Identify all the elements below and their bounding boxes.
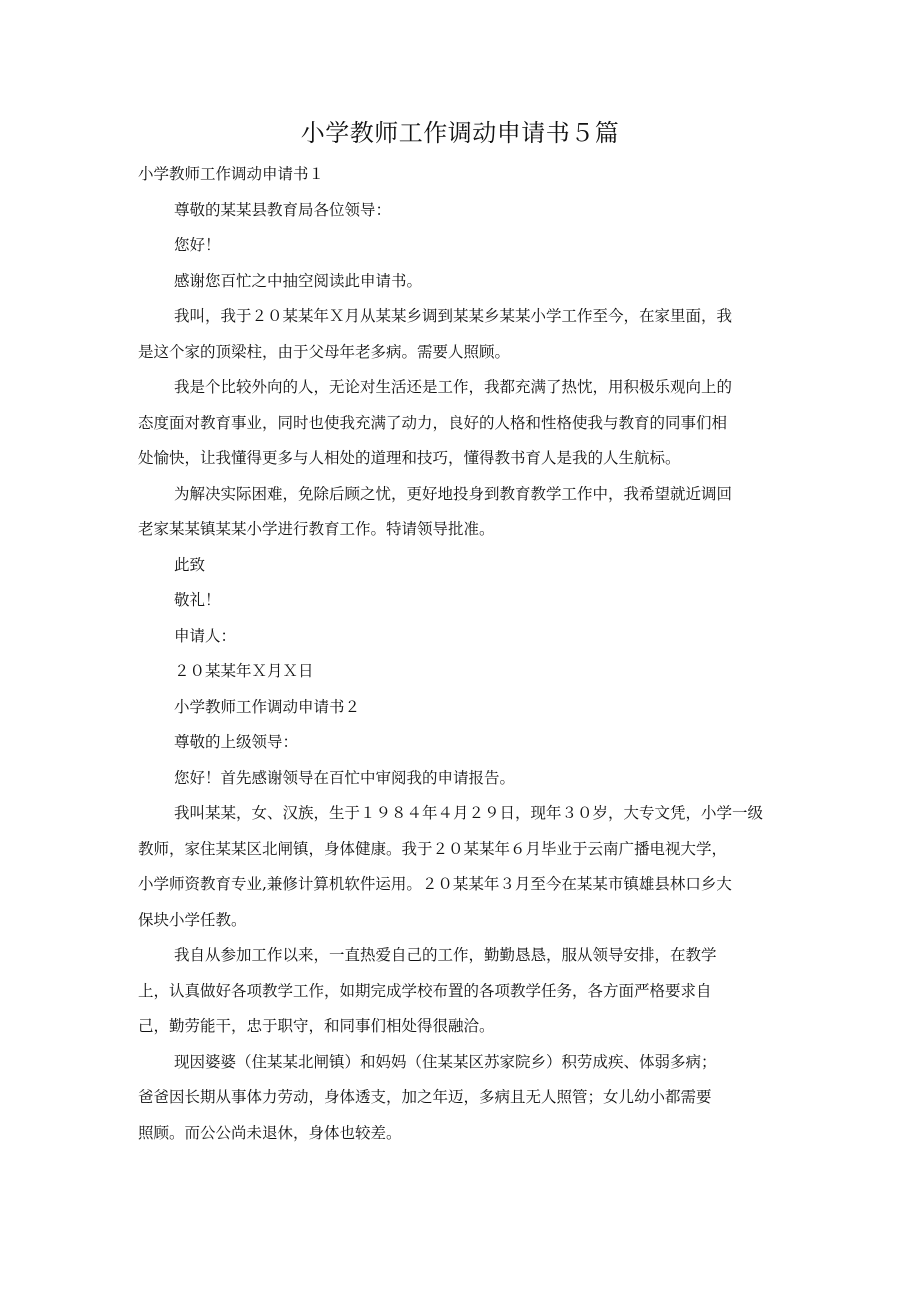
text-line: 是这个家的顶梁柱，由于父母年老多病。需要人照顾。 (138, 342, 511, 361)
text-line: 此致 (174, 555, 206, 574)
text-line: 上，认真做好各项教学工作，如期完成学校布置的各项教学任务，各方面严格要求自 (138, 981, 712, 1000)
text-line: 敬礼！ (174, 591, 221, 609)
text-line: 处愉快，让我懂得更多与人相处的道理和技巧，懂得教书育人是我的人生航标。 (138, 449, 681, 467)
text-line: 尊敬的某某县教育局各位领导： (174, 200, 392, 219)
text-line: 我是个比较外向的人，无论对生活还是工作，我都充满了热忱，用积极乐观向上的 (174, 378, 733, 396)
document-title: 小学教师工作调动申请书５篇 (300, 119, 620, 147)
text-line: 态度面对教育事业，同时也使我充满了动力，良好的人格和性格使我与教育的同事们相 (138, 413, 728, 432)
text-line: 己，勤劳能干，忠于职守，和同事们相处得很融洽。 (138, 1017, 495, 1035)
text-line: 教师，家住某某区北闸镇，身体健康。我于２０某某年６月毕业于云南广播电视大学， (138, 839, 728, 858)
text-line: 我叫，我于２０某某年Ｘ月从某某乡调到某某乡某某小学工作至今，在家里面，我 (174, 307, 733, 325)
text-line: 小学师资教育专业,兼修计算机软件运用。２０某某年３月至今在某某市镇雄县林口乡大 (138, 875, 732, 893)
text-line: 申请人： (174, 626, 237, 645)
text-line: 小学教师工作调动申请书２ (174, 697, 361, 716)
text-line: 现因婆婆（住某某北闸镇）和妈妈（住某某区苏家院乡）积劳成疾、体弱多病； (174, 1052, 717, 1071)
text-line: 老家某某镇某某小学进行教育工作。特请领导批准。 (138, 520, 495, 538)
text-line: 保块小学任教。 (138, 910, 247, 929)
text-line: 爸爸因长期从事体力劳动，身体透支，加之年迈，多病且无人照管；女儿幼小都需要 (138, 1088, 712, 1106)
text-line: 我自从参加工作以来，一直热爱自己的工作，勤勤恳恳，服从领导安排，在教学 (174, 946, 717, 964)
text-line: 您好！首先感谢领导在百忙中审阅我的申请报告。 (174, 768, 516, 787)
text-line: 我叫某某，女、汉族，生于１９８４年４月２９日，现年３０岁，大专文凭，小学一级 (174, 804, 764, 822)
text-line: 照顾。而公公尚未退休，身体也较差。 (138, 1123, 402, 1142)
text-line: 尊敬的上级领导： (174, 733, 299, 751)
text-line: 为解决实际困难，免除后顾之忧，更好地投身到教育教学工作中，我希望就近调回 (174, 484, 733, 503)
text-line: 小学教师工作调动申请书１ (138, 165, 325, 183)
text-line: 您好！ (174, 236, 221, 254)
text-line: ２０某某年Ｘ月Ｘ日 (174, 662, 314, 680)
document-body (138, 157, 783, 1151)
text-line: 感谢您百忙之中抽空阅读此申请书。 (174, 271, 423, 290)
